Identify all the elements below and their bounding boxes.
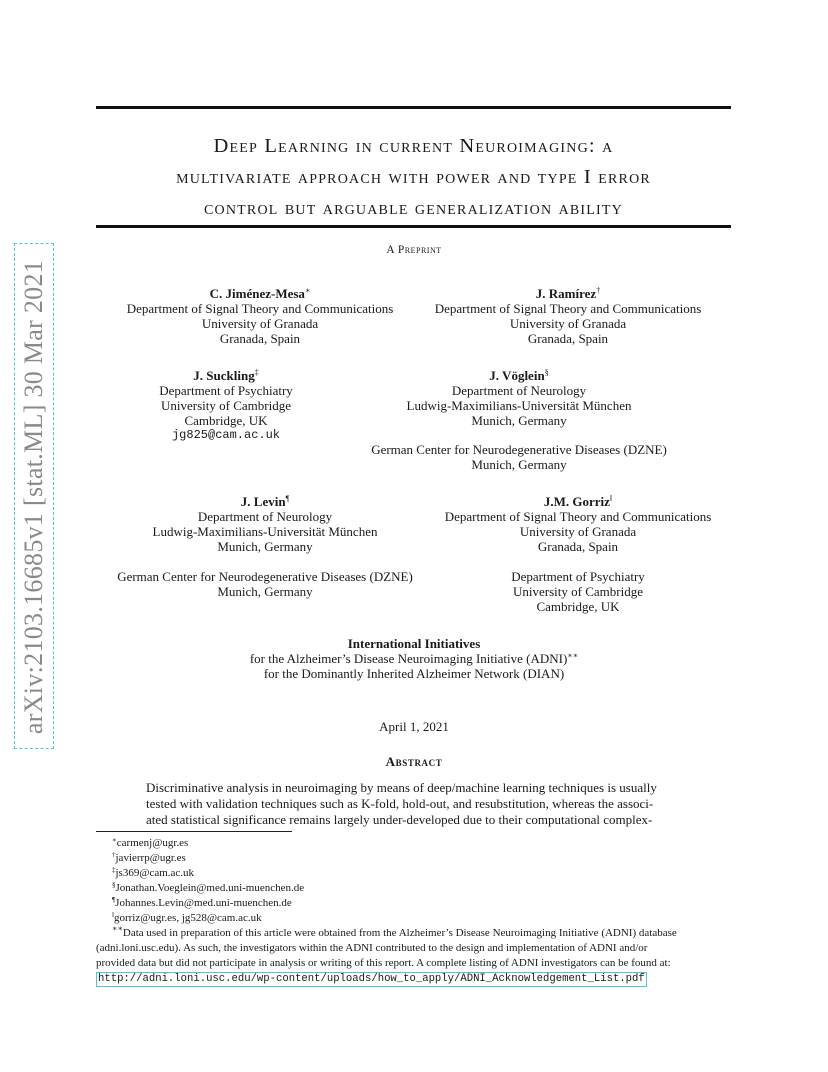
footnote-mark[interactable]: ∗ (304, 286, 311, 295)
arxiv-stamp-text[interactable]: arXiv:2103.16685v1 [stat.ML] 30 Mar 2021 (19, 259, 48, 735)
international-initiatives (214, 636, 614, 681)
affiliation-line: Ludwig-Maximilians-Universität München (152, 524, 378, 539)
author-name: J. Levin (240, 494, 286, 509)
title-line: multivariate approach with power and type I error (176, 166, 651, 188)
author-email-link[interactable]: jg825@cam.ac.uk (171, 428, 281, 442)
author-levin (115, 494, 415, 554)
author-name: J. Suckling (193, 368, 255, 383)
footnote-item (96, 896, 736, 911)
paper-date: April 1, 2021 (379, 719, 449, 734)
abstract-line: ated statistical significance remains largely under-developed due to their computational complex- (146, 812, 653, 827)
levin-second-affiliation (100, 569, 430, 599)
footnote-text: provided data but did not participate in analysis or writing of this report. A complete listing of ADNI investigators can be found at: (96, 957, 671, 969)
voglein-second-affiliation (344, 442, 694, 472)
initiatives-line: for the Dominantly Inherited Alzheimer Network (DIAN) (263, 666, 565, 681)
adni-footnote-line (96, 941, 736, 956)
affiliation-line: University of Granada (201, 316, 319, 331)
adni-footnote-line (96, 926, 736, 941)
adni-footnote-line (96, 971, 736, 987)
affiliation-line: Department of Psychiatry (511, 569, 645, 584)
author-name: C. Jiménez-Mesa (209, 286, 305, 301)
footnote-item (96, 881, 736, 896)
affiliation-line: Munich, Germany (471, 413, 567, 428)
footnote-mark[interactable]: ‖ (609, 494, 613, 503)
footnote-text: Data used in preparation of this article were obtained from the Alzheimer’s Disease Neuroimaging Initiative (ADNI) database (122, 927, 677, 939)
footnote-item (96, 836, 736, 851)
affiliation-line: Department of Neurology (197, 509, 333, 524)
abstract-line: Discriminative analysis in neuroimaging by means of deep/machine learning techniques is usually (146, 780, 657, 795)
footnote-mark[interactable]: ∗∗ (567, 651, 579, 660)
footnote-item (96, 911, 736, 926)
author-voglein (384, 368, 654, 428)
adni-acknowledgement-link[interactable]: http://adni.loni.usc.edu/wp-content/uploads/how_to_apply/ADNI_Acknowledgement_List.pdf (98, 973, 645, 985)
footnote-text: js369@cam.ac.uk (115, 867, 195, 879)
affiliation-line: German Center for Neurodegenerative Diseases (DZNE) (117, 569, 413, 584)
footnotes (96, 836, 736, 987)
affiliation-line: Department of Psychiatry (159, 383, 293, 398)
footnote-mark[interactable]: ¶ (285, 494, 290, 503)
affiliation-line: Department of Signal Theory and Communications (444, 509, 712, 524)
author-name: J.M. Gorriz (543, 494, 610, 509)
affiliation-line: University of Granada (519, 524, 637, 539)
affiliation-line: Munich, Germany (471, 457, 567, 472)
title-line: control but arguable generalization ability (204, 197, 623, 219)
affiliation-line: Cambridge, UK (536, 599, 620, 614)
footnote-text: (adni.loni.usc.edu). As such, the investigators within the ADNI contributed to the design and implementation of ADNI and/or (96, 942, 648, 954)
affiliation-line: Granada, Spain (219, 331, 301, 346)
footnote-text: javierrp@ugr.es (115, 852, 186, 864)
author-name: J. Vöglein (489, 368, 545, 383)
abstract-heading: Abstract (385, 754, 443, 769)
gorriz-second-affiliation (478, 569, 678, 614)
footnote-rule (96, 831, 292, 832)
author-suckling (126, 368, 326, 443)
initiatives-line: for the Alzheimer’s Disease Neuroimaging Initiative (ADNI) (249, 651, 568, 666)
affiliation-line: University of Granada (509, 316, 627, 331)
footnote-mark: ¶ (112, 896, 116, 904)
footnote-mark[interactable]: § (544, 368, 549, 377)
affiliation-line: Granada, Spain (537, 539, 619, 554)
footnote-mark: ‡ (112, 866, 116, 874)
footnote-mark: ∗ (112, 836, 117, 844)
title-rule-top (96, 106, 731, 109)
affiliation-line: Department of Signal Theory and Communications (126, 301, 394, 316)
footnote-text: Johannes.Levin@med.uni-muenchen.de (115, 897, 292, 909)
footnote-mark: § (112, 881, 116, 889)
footnote-text: gorriz@ugr.es, jg528@cam.ac.uk (113, 912, 262, 924)
adni-footnote-line (96, 956, 736, 971)
affiliation-line: University of Cambridge (161, 398, 291, 413)
affiliation-line: Department of Signal Theory and Communications (434, 301, 702, 316)
paper-title (96, 131, 731, 224)
footnote-mark: † (112, 851, 116, 859)
footnote-mark[interactable]: ‡ (254, 368, 259, 377)
footnote-item (96, 866, 736, 881)
abstract-line: tested with validation techniques such as K-fold, hold-out, and resubstitution, whereas the associ- (146, 796, 654, 811)
preprint-label: A Preprint (386, 244, 442, 256)
title-rule-bottom (96, 225, 731, 228)
footnote-text: carmenj@ugr.es (116, 837, 189, 849)
affiliation-line: Munich, Germany (217, 539, 313, 554)
title-line: Deep Learning in current Neuroimaging: a (213, 135, 614, 157)
footnote-item (96, 851, 736, 866)
affiliation-line: Ludwig-Maximilians-Universität München (406, 398, 632, 413)
author-ramirez (418, 286, 718, 346)
affiliation-line: Munich, Germany (217, 584, 313, 599)
abstract-text (146, 780, 686, 828)
footnote-mark: ‖ (112, 911, 114, 919)
initiatives-heading: International Initiatives (347, 636, 481, 651)
affiliation-line: German Center for Neurodegenerative Diseases (DZNE) (371, 442, 667, 457)
author-gorriz (428, 494, 728, 554)
affiliation-line: Cambridge, UK (184, 413, 268, 428)
affiliation-line: Department of Neurology (451, 383, 587, 398)
footnote-mark[interactable]: † (596, 286, 601, 295)
author-jimenez-mesa (110, 286, 410, 346)
footnote-mark: ∗∗ (112, 924, 123, 933)
affiliation-line: University of Cambridge (513, 584, 643, 599)
affiliation-line: Granada, Spain (527, 331, 609, 346)
footnote-text: Jonathan.Voeglein@med.uni-muenchen.de (115, 882, 305, 894)
author-name: J. Ramírez (535, 286, 597, 301)
